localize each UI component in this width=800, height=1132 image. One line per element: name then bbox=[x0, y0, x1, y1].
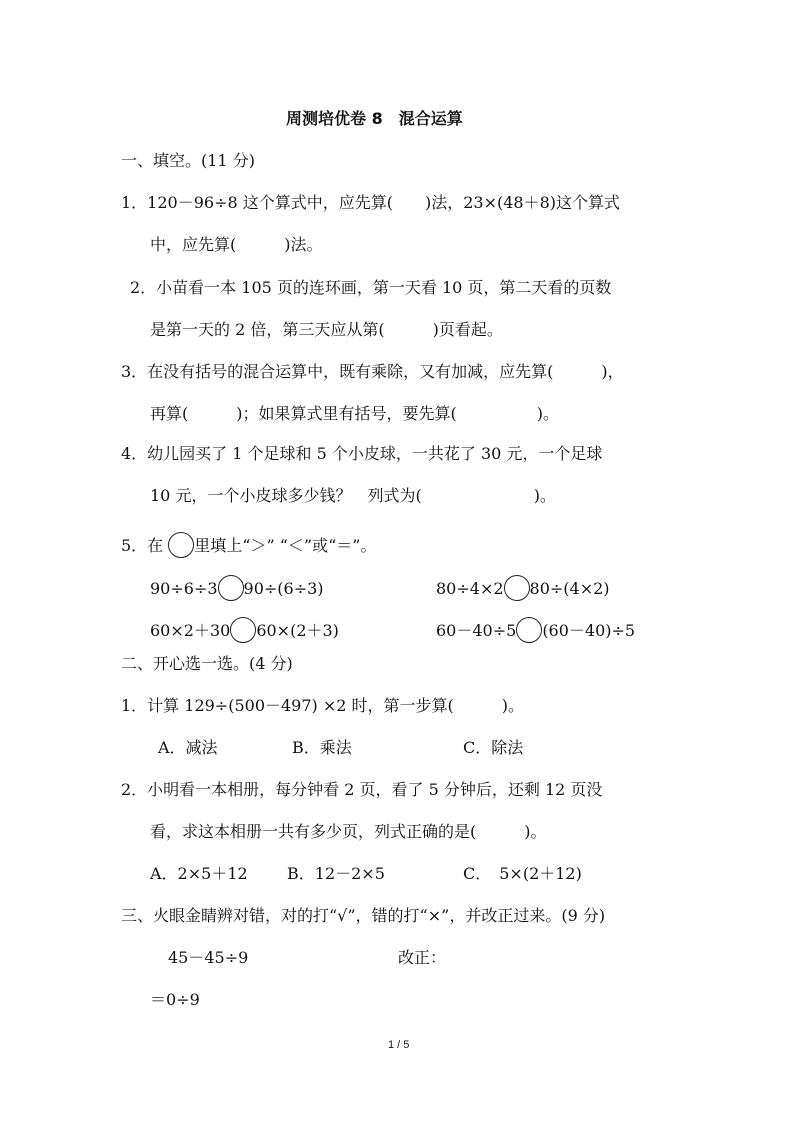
compare-item-4 bbox=[436, 617, 635, 643]
compare-left: 60×2＋30 bbox=[150, 621, 231, 640]
compare-right: 80÷(4×2) bbox=[529, 579, 610, 598]
s3-expression-line2: ＝0÷9 bbox=[150, 990, 200, 1009]
s2-q2-option-b[interactable]: B．12－2×5 bbox=[287, 864, 385, 883]
compare-left: 90÷6÷3 bbox=[150, 579, 218, 598]
compare-circle-icon[interactable] bbox=[230, 617, 256, 643]
s1-q2-line2: 是第一天的 2 倍，第三天应从第( )页看起。 bbox=[150, 320, 503, 339]
section2-heading: 二、开心选一选。(4 分) bbox=[121, 654, 293, 673]
s2-q1-option-b[interactable]: B．乘法 bbox=[292, 738, 352, 757]
compare-circle-icon bbox=[168, 532, 194, 558]
compare-circle-icon[interactable] bbox=[218, 575, 244, 601]
compare-right: 90÷(6÷3) bbox=[243, 579, 324, 598]
s1-q5-suffix: 里填上“＞” “＜”或“＝”。 bbox=[194, 536, 377, 555]
s2-q2-line2: 看，求这本相册一共有多少页，列式正确的是( )。 bbox=[150, 822, 547, 841]
s3-expression-line1: 45－45÷9 bbox=[168, 948, 249, 967]
s2-q2-option-c[interactable]: C． 5×(2＋12) bbox=[463, 864, 582, 883]
section1-heading: 一、填空。(11 分) bbox=[121, 151, 255, 170]
s1-q1-line1: 1．120－96÷8 这个算式中，应先算( )法，23×(48＋8)这个算式 bbox=[121, 193, 621, 212]
compare-right: (60－40)÷5 bbox=[542, 621, 636, 640]
compare-circle-icon[interactable] bbox=[516, 617, 542, 643]
compare-item-1 bbox=[150, 575, 324, 601]
s2-q2-line1: 2．小明看一本相册，每分钟看 2 页，看了 5 分钟后，还剩 12 页没 bbox=[121, 780, 603, 799]
s1-q1-line2: 中，应先算( )法。 bbox=[150, 235, 323, 254]
page-title: 周测培优卷 8 混合运算 bbox=[286, 109, 463, 128]
s1-q5-instruction bbox=[121, 532, 376, 558]
compare-item-2 bbox=[436, 575, 610, 601]
s2-q1-text: 1．计算 129÷(500－497) ×2 时，第一步算( )。 bbox=[121, 696, 525, 715]
compare-left: 60－40÷5 bbox=[436, 621, 517, 640]
s1-q4-line1: 4．幼儿园买了 1 个足球和 5 个小皮球，一共花了 30 元，一个足球 bbox=[121, 444, 603, 463]
s1-q3-line1: 3．在没有括号的混合运算中，既有乘除，又有加减，应先算( )， bbox=[121, 362, 624, 381]
s2-q1-option-a[interactable]: A．减法 bbox=[158, 738, 218, 757]
s1-q3-line2: 再算( )；如果算式里有括号，要先算( )。 bbox=[150, 404, 559, 423]
s2-q1-option-c[interactable]: C．除法 bbox=[463, 738, 524, 757]
s3-correction-label: 改正： bbox=[398, 948, 447, 967]
compare-left: 80÷4×2 bbox=[436, 579, 504, 598]
s1-q2-line1: 2．小苗看一本 105 页的连环画，第一天看 10 页，第二天看的页数 bbox=[130, 278, 612, 297]
compare-item-3 bbox=[150, 617, 339, 643]
compare-right: 60×(2＋3) bbox=[256, 621, 339, 640]
compare-circle-icon[interactable] bbox=[504, 575, 530, 601]
s1-q5-prefix: 5．在 bbox=[121, 536, 164, 555]
section3-heading: 三、火眼金睛辨对错，对的打“√”，错的打“×”，并改正过来。(9 分) bbox=[121, 906, 606, 925]
s1-q4-line2: 10 元，一个小皮球多少钱？ 列式为( )。 bbox=[150, 486, 556, 505]
page-number: 1 / 5 bbox=[388, 1039, 410, 1051]
s2-q2-option-a[interactable]: A．2×5＋12 bbox=[150, 864, 248, 883]
